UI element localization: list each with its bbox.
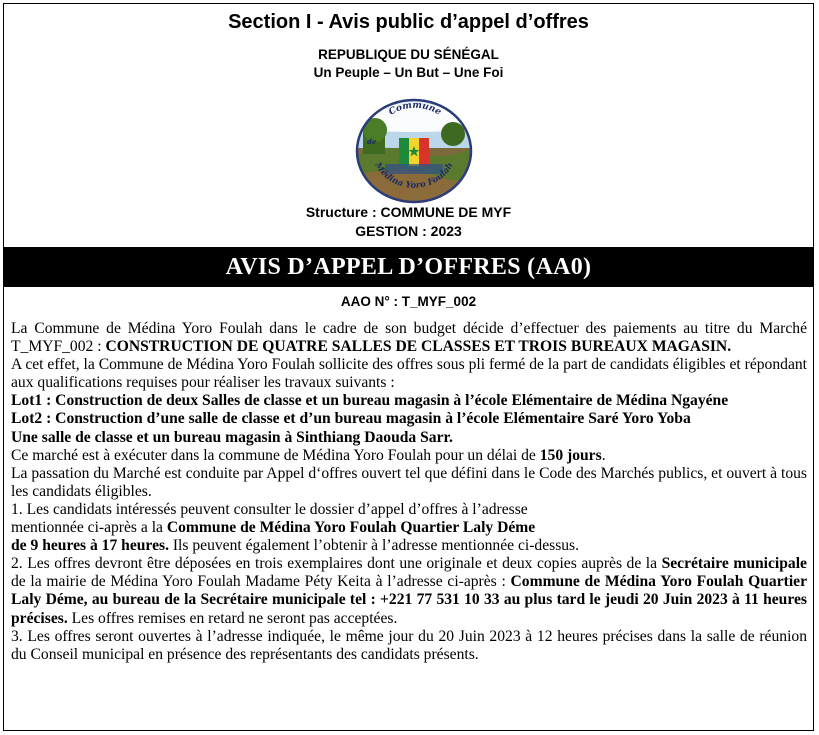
- notice-banner: AVIS D’APPEL D’OFFRES (AA0): [4, 247, 813, 287]
- item-1-line-1: 1. Les candidats intéressés peuvent consulter le dossier d’appel d’offres à l’adresse: [11, 500, 528, 518]
- market-title: CONSTRUCTION DE QUATRE SALLES DE CLASSES ET TROIS BUREAUX MAGASIN.: [105, 338, 732, 356]
- intro-paragraph: La Commune de Médina Yoro Foulah dans le cadre de son budget décide d’effectuer des paiements au titre du Marché T_MYF_002 : CONSTRUCTION DE QUATRE SALLES DE CLASSES ET TROIS BUREAUX MAGASIN.: [11, 320, 807, 356]
- notice-body: [11, 320, 807, 664]
- item-2: 2. Les offres devront être déposées en trois exemplaires dont une originale et deux copies auprès de la Secrétaire municipale de la mairie de Médina Yoro Foulah Madame Péty Keita à l’adresse ci-après : Commune de Médina Yoro Foulah Quartier Laly Déme, au bureau de la Secrétaire municipale tel : +221 77 531 10 33 au plus tard le jeudi 20 Juin 2023 à 11 heures précises. Les offres remises en retard ne seront pas acceptées.: [11, 555, 807, 627]
- document-frame: [3, 3, 814, 731]
- seal-left-text: de: [367, 137, 377, 146]
- duration-paragraph: Ce marché est à exécuter dans la commune de Médina Yoro Foulah pour un délai de 150 jours.: [11, 446, 606, 464]
- structure-line: Structure : COMMUNE DE MYF: [305, 204, 512, 220]
- national-motto: Un Peuple – Un But – Une Foi: [313, 65, 504, 80]
- gestion-line: GESTION : 2023: [355, 223, 462, 239]
- request-paragraph: A cet effet, la Commune de Médina Yoro Foulah sollicite des offres sous pli fermé de la part de candidats éligibles et répondant aux qualifications requises pour réaliser les travaux suivants :: [11, 356, 807, 392]
- item-1-line-3: de 9 heures à 17 heures. Ils peuvent également l’obtenir à l’adresse mentionnée ci-dessus.: [11, 537, 580, 555]
- item-3: 3. Les offres seront ouvertes à l’adresse indiquée, le même jour du 20 Juin 2023 à 12 heures précises dans la salle de réunion du Conseil municipal en présence des représentants des candidats présents.: [11, 627, 807, 663]
- aao-number: AAO N° : T_MYF_002: [340, 294, 477, 309]
- section-title: Section I - Avis public d’appel d’offres: [228, 11, 589, 33]
- republic-header: [4, 46, 813, 82]
- seal-arc-text: Médina Yoro Foulah: [372, 160, 456, 191]
- deposit-address: Commune de Médina Yoro Foulah Quartier Laly Déme, au bureau de la Secrétaire municipale tel : +221 77 531 10 33 au plus tard le jeudi 20 Juin 2023 à 11 heures précises.: [11, 573, 807, 627]
- item-1-line-2: mentionnée ci-après a la Commune de Médina Yoro Foulah Quartier Laly Déme: [11, 519, 536, 537]
- seal-top-text: Commune: [387, 100, 443, 118]
- commune-seal-icon: [355, 98, 473, 204]
- duration-value: 150 jours: [539, 446, 602, 464]
- lot-2: Lot2 : Construction d’une salle de classe et d’un bureau magasin à l’école Elémentaire Saré Yoro Yoba: [11, 410, 691, 428]
- lot-1: Lot1 : Construction de deux Salles de classe et un bureau magasin à l’école Elémentaire de Médina Ngayéne: [11, 392, 729, 410]
- procedure-paragraph: La passation du Marché est conduite par Appel d‘offres ouvert tel que défini dans le Code des Marchés publics, et ouvert à tous les candidats éligibles.: [11, 464, 807, 500]
- lot-2-detail: Une salle de classe et un bureau magasin à Sinthiang Daouda Sarr.: [11, 428, 453, 446]
- structure-block: [4, 203, 813, 241]
- country-name: REPUBLIQUE DU SÉNÉGAL: [318, 47, 499, 62]
